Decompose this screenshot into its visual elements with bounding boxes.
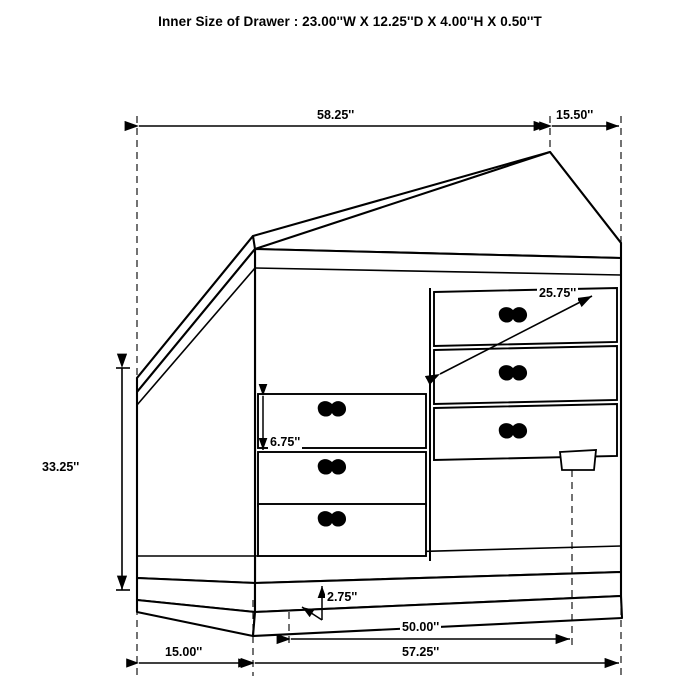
height-dimension-line: [116, 368, 130, 590]
dim-label-drawer-height: 6.75'': [270, 435, 301, 449]
drawer-left-3: [258, 504, 426, 556]
dim-label-base-front-width: 50.00'': [402, 620, 440, 634]
dim-label-diagonal-depth: 25.75'': [539, 286, 577, 300]
dim-label-bottom-side-depth: 15.00'': [165, 645, 203, 659]
drawer-left-2: [258, 452, 426, 506]
dim-label-top-width-main: 58.25'': [317, 108, 355, 122]
right-foot: [560, 450, 596, 470]
dim-label-bottom-front-width: 57.25'': [402, 645, 440, 659]
top-front-edge: [255, 152, 621, 258]
dim-label-base-toe-height: 2.75'': [327, 590, 358, 604]
page-title: Inner Size of Drawer : 23.00''W X 12.25''D X 4.00''H X 0.50''T: [158, 14, 542, 29]
left-side-panel: [137, 249, 255, 583]
left-drawer-stack: [258, 394, 426, 556]
dim-label-top-width-side: 15.50'': [556, 108, 594, 122]
dim-label-overall-height: 33.25'': [42, 460, 80, 474]
